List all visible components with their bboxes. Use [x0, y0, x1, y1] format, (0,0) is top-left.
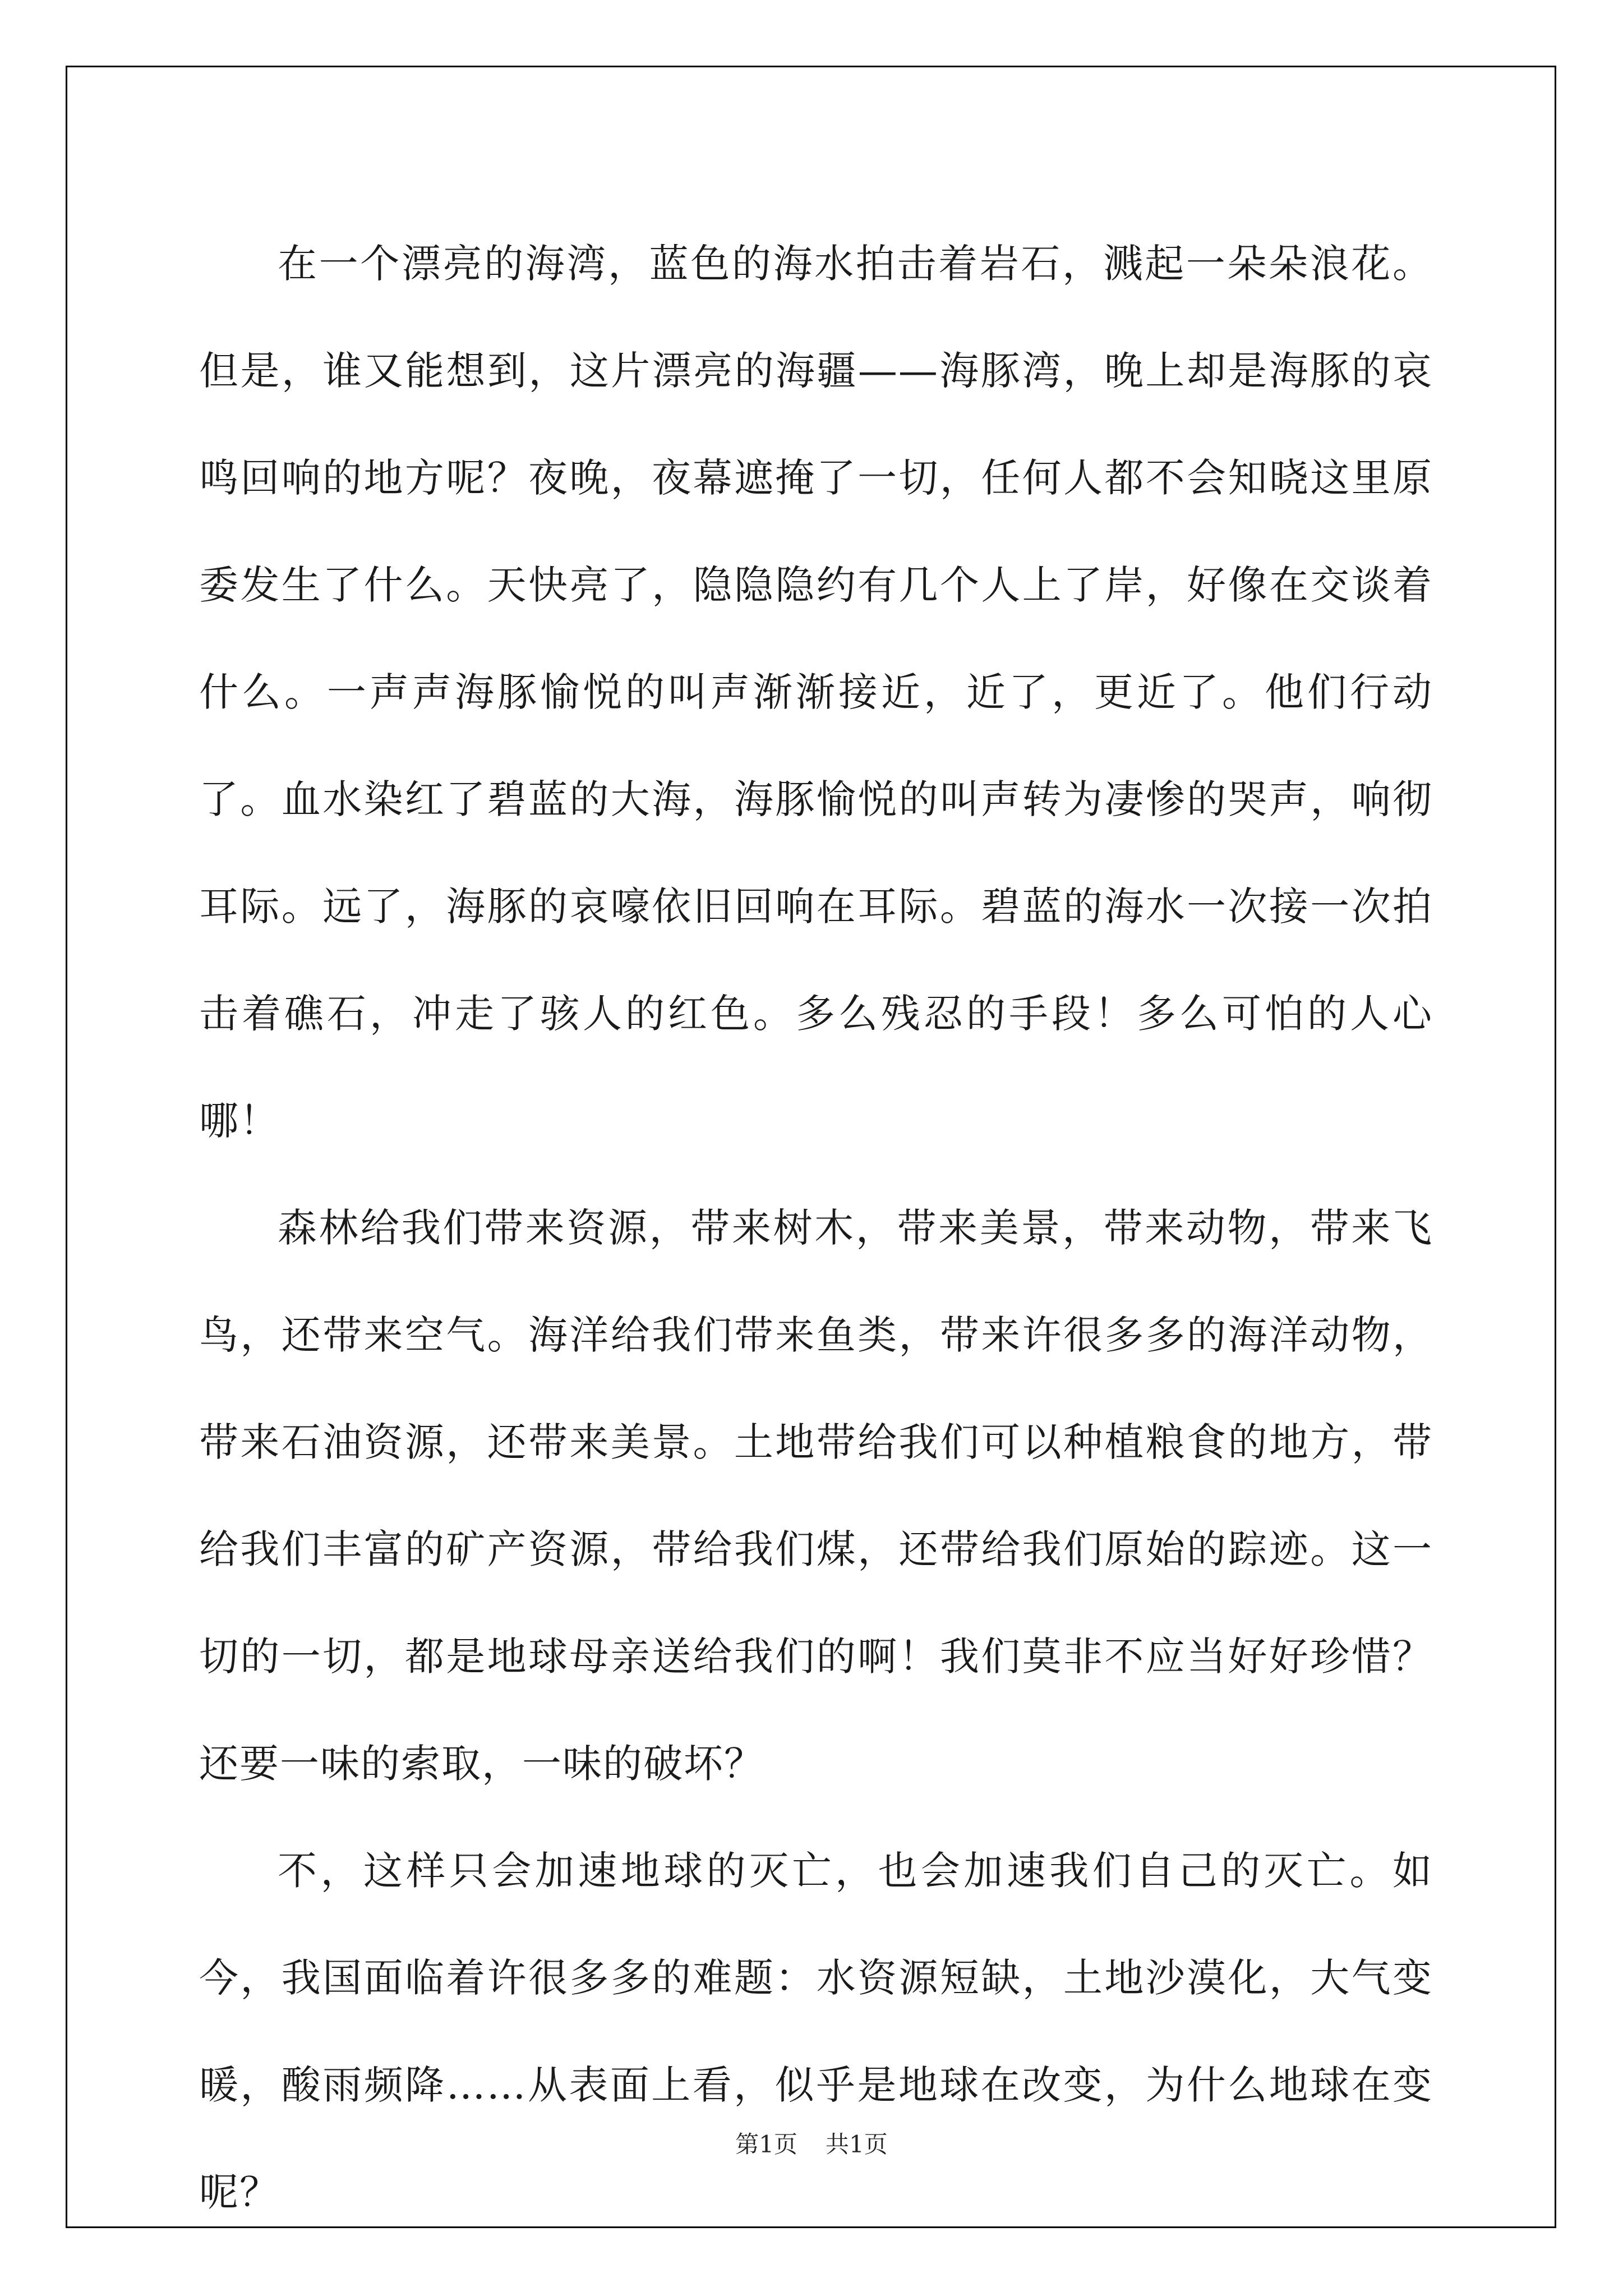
paragraph-3: 不，这样只会加速地球的灭亡，也会加速我们自己的灭亡。如今，我国面临着许很多多的难题：水资源短缺，土地沙漠化，大气变暖，酸雨频降……从表面上看，似乎是地球在改变，为什么地球在变呢？	[199, 1848, 1433, 2215]
document-body	[199, 210, 1433, 2246]
page-footer	[0, 2126, 1623, 2160]
paragraph-2: 森林给我们带来资源，带来树木，带来美景，带来动物，带来飞鸟，还带来空气。海洋给我们带来鱼类，带来许很多多的海洋动物，带来石油资源，还带来美景。土地带给我们可以种植粮食的地方，带给我们丰富的矿产资源，带给我们煤，还带给我们原始的踪迹。这一切的一切，都是地球母亲送给我们的啊！我们莫非不应当好好珍惜？还要一味的索取，一味的破坏？	[199, 1205, 1433, 1787]
paragraph-1: 在一个漂亮的海湾，蓝色的海水拍击着岩石，溅起一朵朵浪花。但是，谁又能想到，这片漂亮的海疆——海豚湾，晚上却是海豚的哀鸣回响的地方呢？夜晚，夜幕遮掩了一切，任何人都不会知晓这里原委发生了什么。天快亮了，隐隐隐约有几个人上了岸，好像在交谈着什么。一声声海豚愉悦的叫声渐渐接近，近了，更近了。他们行动了。血水染红了碧蓝的大海，海豚愉悦的叫声转为凄惨的哭声，响彻耳际。远了，海豚的哀嚎依旧回响在耳际。碧蓝的海水一次接一次拍击着礁石，冲走了骇人的红色。多么残忍的手段！多么可怕的人心哪！	[199, 241, 1433, 1144]
page-number-current: 第1页	[735, 2131, 797, 2158]
page-number-total: 共1页	[826, 2131, 888, 2158]
